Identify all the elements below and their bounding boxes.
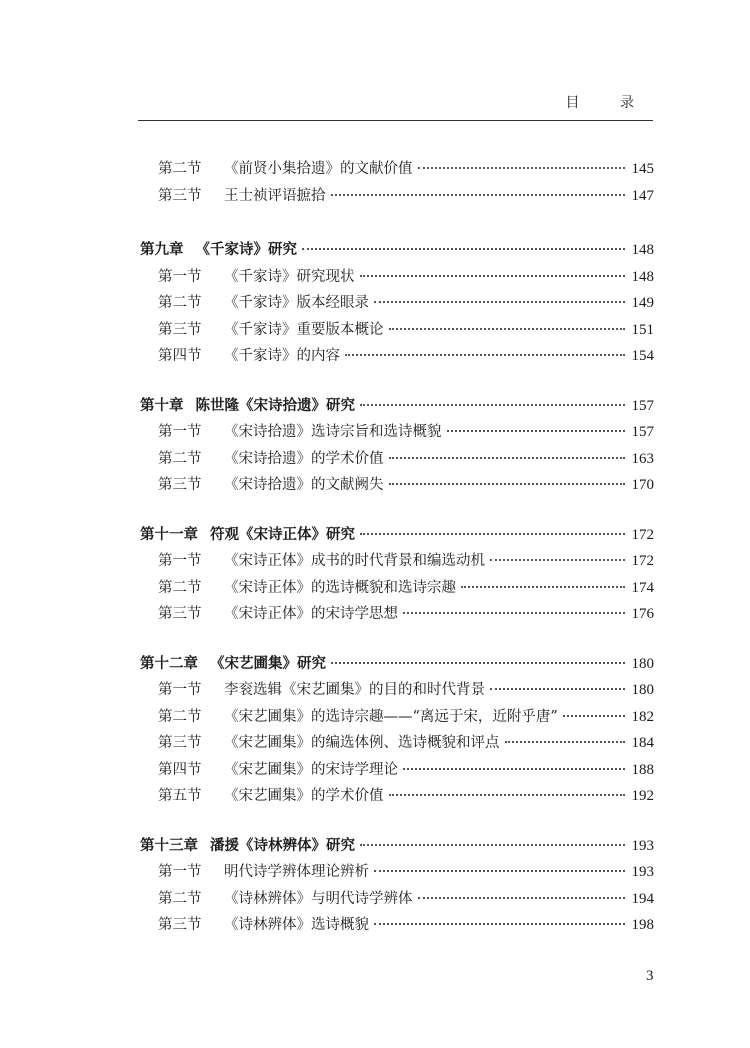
section-number: 第一节	[158, 864, 202, 880]
chapter-title: 陈世隆《宋诗拾遗》研究	[195, 396, 355, 414]
toc-chapter-entry	[140, 652, 654, 679]
dot-leader	[331, 662, 625, 664]
section-title: 《宋艺圃集》的宋诗学理论	[224, 761, 398, 778]
section-label	[158, 678, 485, 699]
section-page-number: 193	[631, 864, 654, 880]
section-page-number: 176	[631, 606, 654, 622]
chapter-label	[140, 523, 355, 544]
dot-leader	[461, 586, 625, 588]
dot-leader	[389, 457, 626, 459]
chapter-page-number: 180	[631, 655, 654, 672]
dot-leader	[490, 559, 625, 561]
toc-section-entry	[140, 602, 654, 629]
toc-section-entry	[140, 184, 654, 211]
toc-chapter-entry	[140, 523, 654, 550]
chapter-title: 符观《宋诗正体》研究	[210, 525, 355, 543]
running-head: 目 录	[565, 95, 652, 111]
header-rule	[138, 120, 653, 121]
toc-section-entry	[140, 473, 654, 500]
toc-section-entry	[140, 576, 654, 603]
toc-chapter-entry	[140, 394, 654, 421]
toc-section-entry	[140, 549, 654, 576]
section-title: 《宋诗正体》的宋诗学思想	[224, 606, 398, 622]
section-number: 第二节	[158, 579, 202, 596]
dot-leader	[389, 794, 626, 796]
section-number: 第三节	[158, 606, 202, 622]
dot-leader	[374, 301, 625, 303]
dot-leader	[331, 194, 626, 196]
chapter-number: 第十三章	[140, 836, 198, 854]
section-label	[158, 784, 384, 805]
chapter-page-number: 193	[631, 837, 654, 854]
section-title: 李衮选辑《宋艺圃集》的目的和时代背景	[224, 682, 485, 698]
section-number: 第四节	[158, 761, 202, 778]
toc-section-entry	[140, 265, 654, 292]
section-page-number: 147	[631, 187, 654, 204]
section-label	[158, 860, 369, 881]
toc-section-entry	[140, 887, 654, 914]
section-title: 《宋诗正体》的选诗概貌和选诗宗趣	[224, 579, 456, 596]
section-label	[158, 549, 485, 570]
section-title: 《千家诗》的内容	[224, 348, 340, 364]
chapter-page-number: 148	[631, 242, 654, 258]
section-number: 第三节	[158, 477, 202, 493]
toc-chapter-group	[140, 238, 654, 371]
section-page-number: 151	[631, 321, 654, 338]
section-label	[158, 913, 369, 934]
section-title: 《宋诗拾遗》的文献阙失	[224, 477, 384, 493]
toc-section-entry	[140, 291, 654, 318]
toc-chapter-entry	[140, 834, 654, 861]
dot-leader	[490, 688, 625, 690]
section-number: 第三节	[158, 917, 202, 933]
chapter-page-number: 157	[631, 397, 654, 414]
chapter-title: 《千家诗》研究	[195, 241, 297, 258]
section-title: 《宋诗正体》成书的时代背景和编选动机	[224, 553, 485, 569]
section-label	[158, 731, 500, 752]
section-page-number: 180	[631, 682, 654, 698]
section-number: 第二节	[158, 708, 202, 725]
section-label	[158, 473, 384, 494]
chapter-number: 第十二章	[140, 654, 198, 672]
chapter-label	[140, 394, 355, 415]
chapter-number: 第九章	[140, 241, 184, 258]
section-number: 第五节	[158, 788, 202, 804]
section-page-number: 172	[631, 553, 654, 569]
dot-leader	[345, 354, 625, 356]
dot-leader	[418, 897, 626, 899]
section-label	[158, 157, 413, 178]
dot-leader	[447, 430, 626, 432]
section-number: 第三节	[158, 735, 202, 751]
chapter-number: 第十一章	[140, 525, 198, 543]
section-number: 第二节	[158, 161, 202, 177]
toc-section-entry	[140, 913, 654, 940]
section-page-number: 192	[631, 788, 654, 804]
dot-leader	[403, 612, 625, 614]
dot-leader	[360, 533, 625, 535]
section-page-number: 149	[631, 295, 654, 311]
section-number: 第一节	[158, 424, 202, 440]
section-number: 第一节	[158, 553, 202, 569]
section-number: 第一节	[158, 682, 202, 698]
section-label	[158, 344, 340, 365]
section-page-number: 182	[631, 708, 654, 725]
section-page-number: 170	[631, 477, 654, 493]
toc-chapter-group	[140, 834, 654, 940]
dot-leader	[374, 923, 625, 925]
toc-section-entry	[140, 157, 654, 184]
toc-section-entry	[140, 784, 654, 811]
section-title: 《千家诗》版本经眼录	[224, 295, 369, 311]
toc-section-entry	[140, 344, 654, 371]
section-page-number: 148	[631, 268, 654, 285]
section-number: 第二节	[158, 450, 202, 467]
section-label	[158, 887, 413, 908]
chapter-number: 第十章	[140, 396, 184, 414]
chapter-title: 《宋艺圃集》研究	[210, 654, 326, 672]
chapter-label	[140, 652, 326, 673]
section-number: 第二节	[158, 890, 202, 907]
toc-section-entry	[140, 447, 654, 474]
dot-leader	[563, 715, 625, 717]
section-label	[158, 576, 456, 597]
section-label	[158, 602, 398, 623]
section-label	[158, 705, 558, 726]
dot-leader	[374, 870, 625, 872]
chapter-page-number: 172	[631, 526, 654, 543]
section-title: 王士祯评语摭拾	[224, 187, 326, 204]
section-page-number: 157	[631, 424, 654, 440]
dot-leader	[418, 167, 626, 169]
toc-section-entry	[140, 731, 654, 758]
toc-chapter-group	[140, 394, 654, 500]
toc-section-entry	[140, 758, 654, 785]
chapter-title: 潘援《诗林辨体》研究	[210, 836, 355, 854]
section-page-number: 154	[631, 348, 654, 364]
section-title: 明代诗学辨体理论辨析	[224, 864, 369, 880]
toc-section-entry	[140, 420, 654, 447]
section-title: 《千家诗》重要版本概论	[224, 321, 384, 338]
section-page-number: 145	[631, 161, 654, 177]
section-page-number: 194	[631, 890, 654, 907]
section-label	[158, 291, 369, 312]
section-number: 第四节	[158, 348, 202, 364]
section-label	[158, 420, 442, 441]
section-number: 第二节	[158, 295, 202, 311]
toc-chapter-entry	[140, 238, 654, 265]
dot-leader	[360, 404, 625, 406]
section-title: 《宋艺圃集》的选诗宗趣——“离远于宋，近附乎唐”	[224, 708, 558, 725]
section-title: 《宋诗拾遗》的学术价值	[224, 450, 384, 467]
section-label	[158, 447, 384, 468]
toc-section-entry	[140, 705, 654, 732]
section-page-number: 198	[631, 917, 654, 933]
section-label	[158, 318, 384, 339]
section-number: 第一节	[158, 268, 202, 285]
section-number: 第三节	[158, 321, 202, 338]
dot-leader	[389, 483, 626, 485]
section-page-number: 188	[631, 761, 654, 778]
dot-leader	[389, 328, 626, 330]
dot-leader	[302, 248, 625, 250]
toc-chapter-group	[140, 523, 654, 629]
section-title: 《前贤小集拾遗》的文献价值	[224, 161, 413, 177]
toc-section-entry	[140, 678, 654, 705]
toc-chapter-group	[140, 652, 654, 811]
toc-section-entry	[140, 318, 654, 345]
section-page-number: 163	[631, 450, 654, 467]
dot-leader	[505, 741, 626, 743]
section-page-number: 174	[631, 579, 654, 596]
section-title: 《诗林辨体》选诗概貌	[224, 917, 369, 933]
dot-leader	[360, 844, 625, 846]
chapter-label	[140, 238, 297, 259]
section-title: 《宋诗拾遗》选诗宗旨和选诗概貌	[224, 424, 442, 440]
table-of-contents	[140, 157, 654, 963]
section-page-number: 184	[631, 735, 654, 751]
chapter-label	[140, 834, 355, 855]
toc-chapter-group	[140, 157, 654, 210]
section-title: 《宋艺圃集》的编选体例、选诗概貌和评点	[224, 735, 500, 751]
section-number: 第三节	[158, 187, 202, 204]
section-label	[158, 265, 355, 286]
page-number: 3	[646, 968, 654, 984]
section-title: 《千家诗》研究现状	[224, 268, 355, 285]
toc-section-entry	[140, 860, 654, 887]
dot-leader	[360, 275, 626, 277]
section-title: 《宋艺圃集》的学术价值	[224, 788, 384, 804]
section-title: 《诗林辨体》与明代诗学辨体	[224, 890, 413, 907]
section-label	[158, 758, 398, 779]
section-label	[158, 184, 326, 205]
dot-leader	[403, 768, 625, 770]
